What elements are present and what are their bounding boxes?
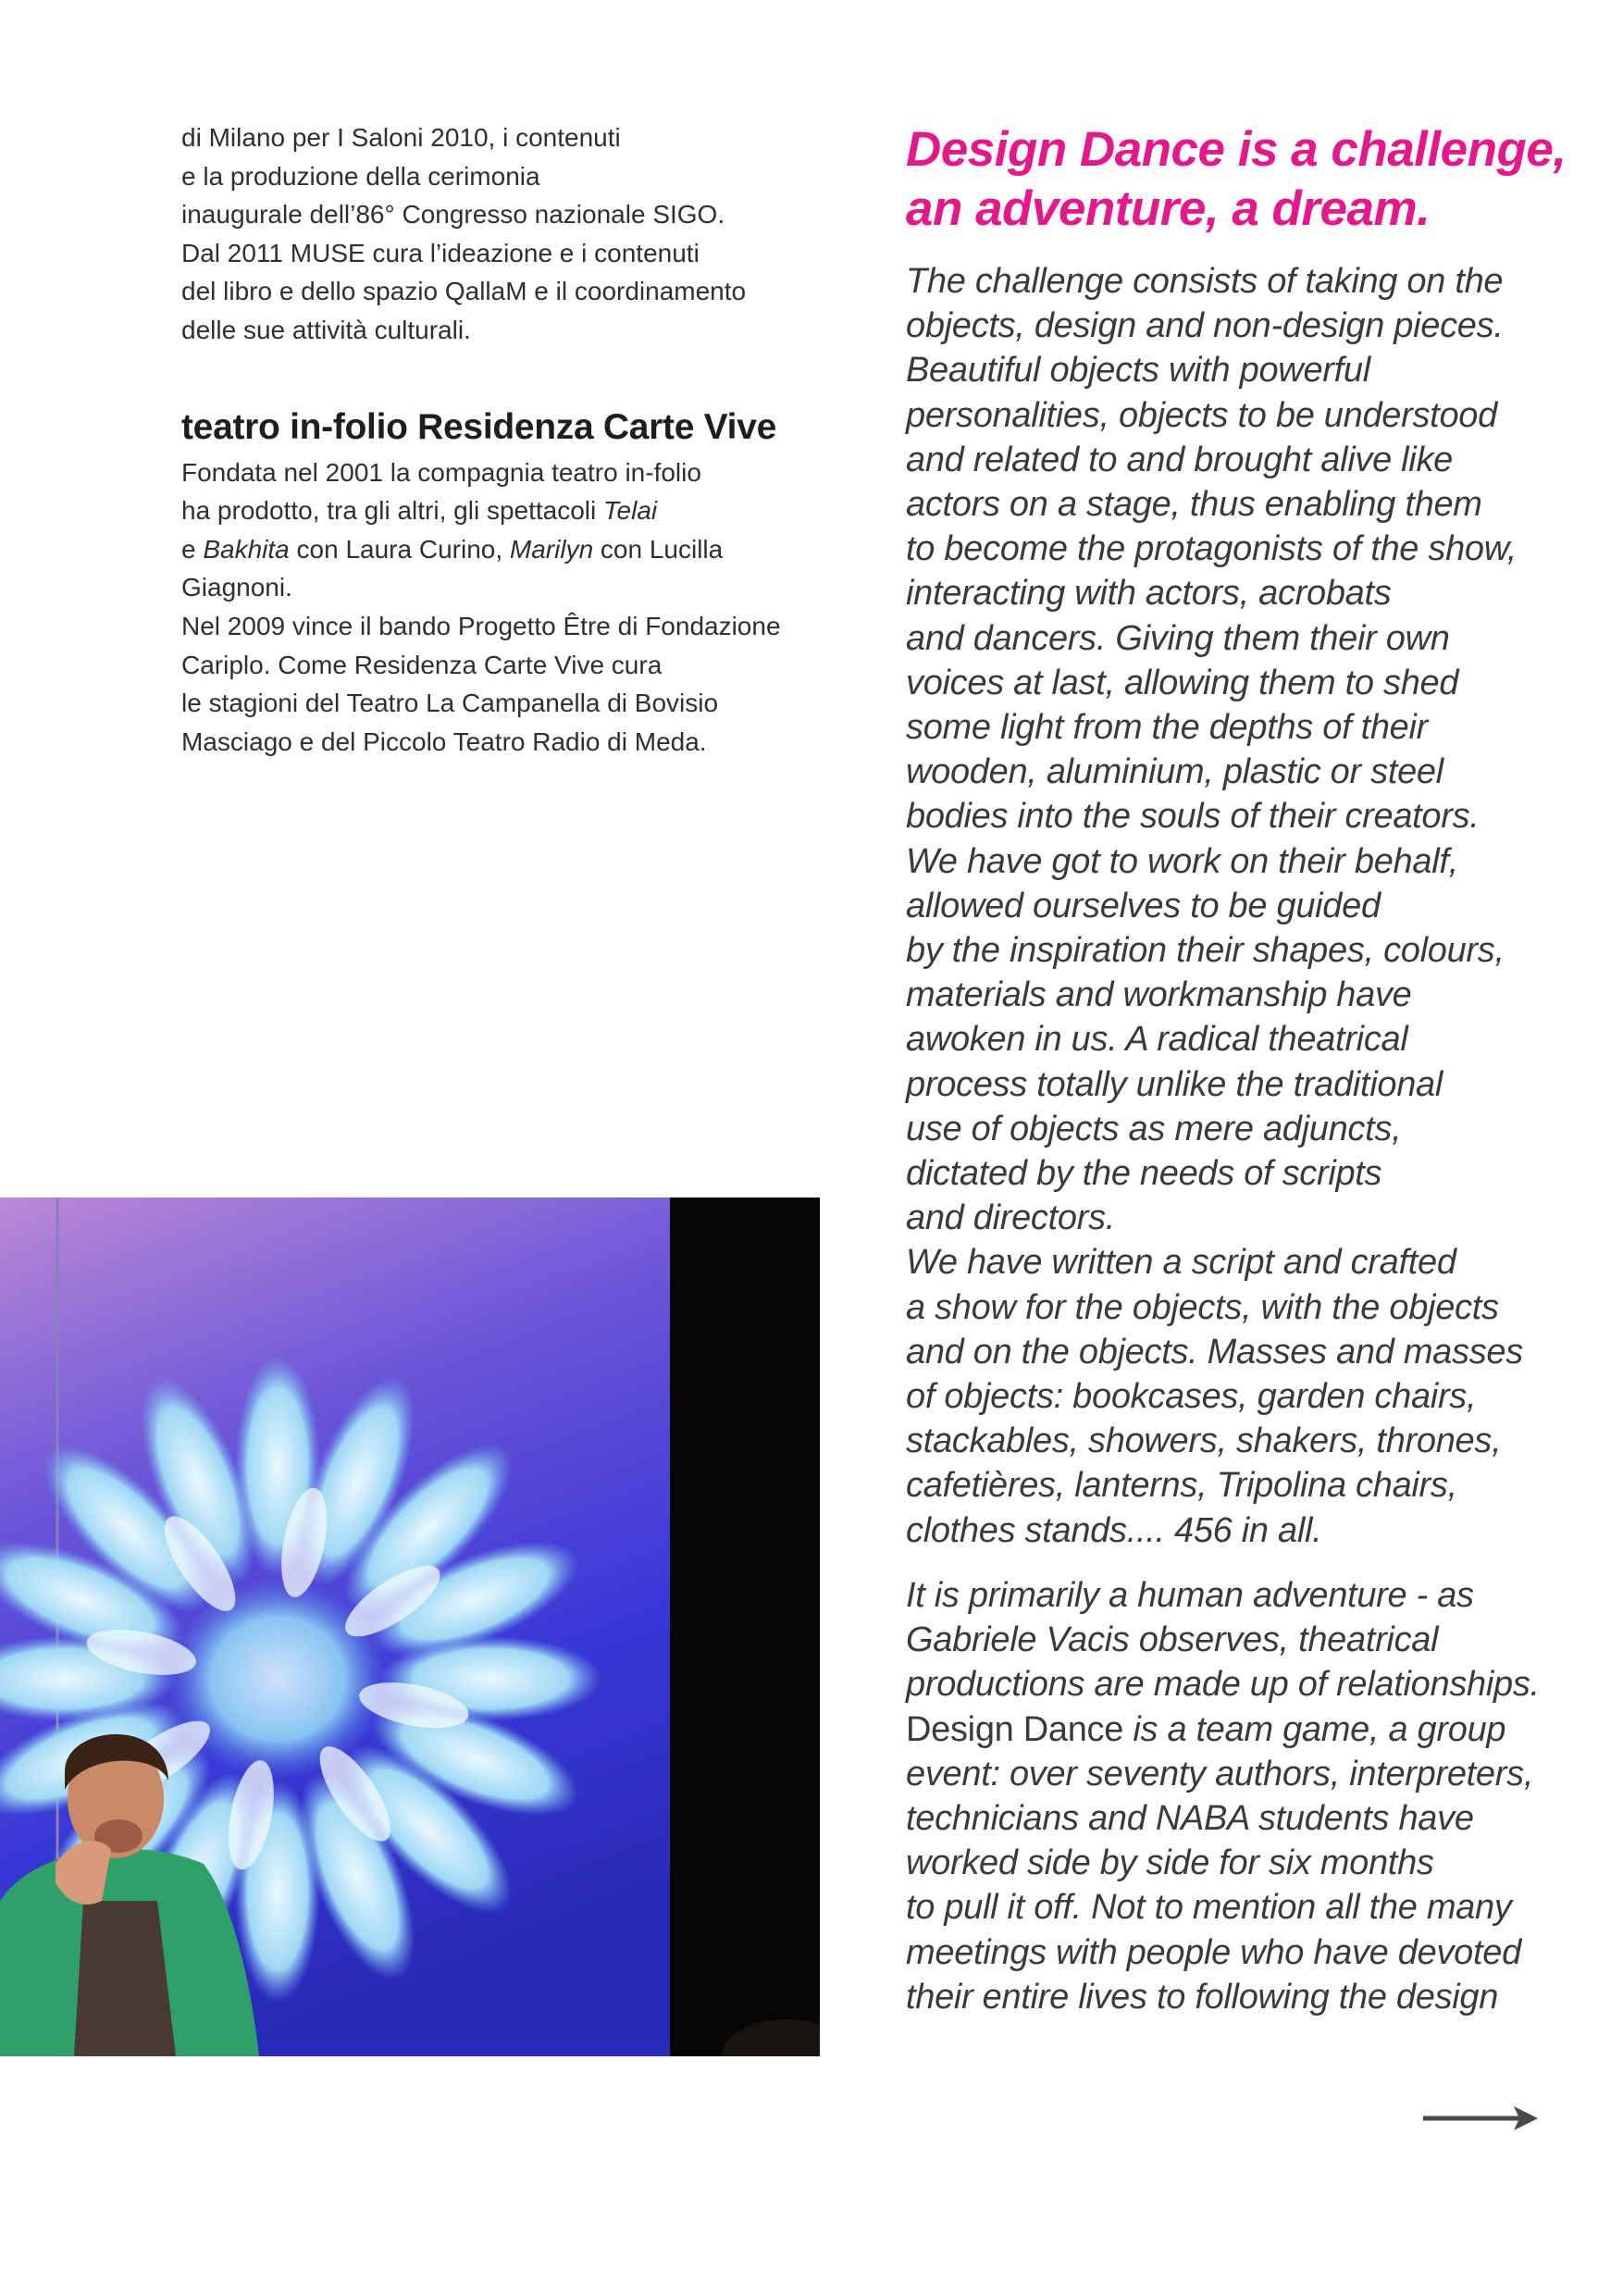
show-title: Marilyn — [509, 534, 594, 564]
section-line: Nel 2009 vince il bando Progetto Être di Fondazione — [181, 611, 781, 640]
body-line: materials and workmanship have — [906, 975, 1412, 1015]
body-line: to become the protagonists of the show, — [906, 529, 1518, 569]
body-line: cafetières, lanterns, Tripolina chairs, — [906, 1466, 1457, 1506]
section-line: ha prodotto, tra gli altri, gli spettacoli Telai — [181, 496, 658, 526]
body-line: Design Dance is a team game, a group — [906, 1709, 1506, 1749]
body-line: It is primarily a human adventure - as — [906, 1575, 1474, 1615]
body-line: Beautiful objects with powerful — [906, 351, 1370, 391]
body-line: and related to and brought alive like — [906, 440, 1453, 479]
body-line: wooden, aluminium, plastic or steel — [906, 752, 1443, 792]
body-line: clothes stands.... 456 in all. — [906, 1510, 1322, 1550]
body-line: and on the objects. Masses and masses — [906, 1332, 1523, 1371]
stage-photo-illustration — [0, 1198, 820, 2056]
section-line: Fondata nel 2001 la compagnia teatro in-folio — [181, 457, 701, 487]
body-line: and directors. — [906, 1198, 1116, 1238]
section-line: le stagioni del Teatro La Campanella di Bovisio — [181, 689, 719, 718]
stage-photo — [0, 1198, 820, 2056]
body-line: process totally unlike the traditional — [906, 1064, 1443, 1104]
intro-line: del libro e dello spazio QallaM e il coordinamento — [181, 277, 747, 306]
body-line: of objects: bookcases, garden chairs, — [906, 1377, 1477, 1417]
intro-line: delle sue attività culturali. — [181, 315, 471, 344]
body-line: personalities, objects to be understood — [906, 395, 1497, 435]
right-column — [906, 120, 1572, 2019]
body-line: meetings with people who have devoted — [906, 1932, 1521, 1972]
show-name: Design Dance — [906, 1709, 1124, 1749]
body-line: voices at last, allowing them to shed — [906, 663, 1459, 702]
section-line: e Bakhita con Laura Curino, Marilyn con Lucilla — [181, 534, 724, 564]
body-line: a show for the objects, with the objects — [906, 1287, 1499, 1327]
body-line: We have got to work on their behalf, — [906, 841, 1458, 881]
body-line: objects, design and non-design pieces. — [906, 306, 1504, 346]
body-line: some light from the depths of their — [906, 708, 1429, 748]
intro-line: inaugurale dell’86° Congresso nazionale SIGO. — [181, 200, 725, 230]
body-line: interacting with actors, acrobats — [906, 574, 1392, 614]
body-line: productions are made up of relationships. — [906, 1665, 1540, 1705]
body-line: The challenge consists of taking on the — [906, 262, 1504, 301]
body-line: their entire lives to following the design — [906, 1977, 1499, 2017]
headline — [906, 120, 1572, 239]
headline-line: an adventure, a dream. — [906, 181, 1431, 236]
intro-line: e la produzione della cerimonia — [181, 161, 540, 191]
intro-line: di Milano per I Saloni 2010, i contenuti — [181, 123, 621, 152]
intro-paragraph — [181, 118, 829, 350]
body-line: worked side by side for six months — [906, 1843, 1434, 1883]
headline-line: Design Dance is a challenge, — [906, 122, 1567, 177]
body-line: allowed ourselves to be guided — [906, 886, 1381, 925]
body-line: stackables, showers, shakers, thrones, — [906, 1421, 1502, 1461]
body-line: Gabriele Vacis observes, theatrical — [906, 1620, 1439, 1660]
left-column — [181, 118, 829, 761]
show-title: Bakhita — [203, 534, 290, 564]
body-line: use of objects as mere adjuncts, — [906, 1109, 1402, 1148]
body-line: bodies into the souls of their creators. — [906, 797, 1480, 837]
body-line: dictated by the needs of scripts — [906, 1154, 1382, 1194]
body-paragraph-1 — [906, 259, 1572, 1553]
body-line: technicians and NABA students have — [906, 1798, 1474, 1838]
section-title: teatro in-folio Residenza Carte Vive — [181, 406, 776, 447]
body-line: to pull it off. Not to mention all the many — [906, 1888, 1512, 1928]
body-line: actors on a stage, thus enabling them — [906, 485, 1482, 525]
section-line: Giagnoni. — [181, 573, 292, 602]
show-title: Telai — [603, 496, 658, 526]
body-line: and dancers. Giving them their own — [906, 618, 1450, 658]
body-line: by the inspiration their shapes, colours, — [906, 931, 1505, 971]
intro-line: Dal 2011 MUSE cura l’ideazione e i contenuti — [181, 238, 700, 267]
section-paragraph — [181, 453, 829, 762]
section-line: Cariplo. Come Residenza Carte Vive cura — [181, 650, 663, 679]
section-line: Masciago e del Piccolo Teatro Radio di Meda. — [181, 726, 707, 756]
body-line: event: over seventy authors, interpreters, — [906, 1754, 1534, 1793]
body-line: We have written a script and crafted — [906, 1243, 1456, 1283]
right-arrow-icon[interactable] — [1421, 2103, 1540, 2134]
body-paragraph-2 — [906, 1573, 1572, 2019]
body-line: awoken in us. A radical theatrical — [906, 1020, 1408, 1060]
